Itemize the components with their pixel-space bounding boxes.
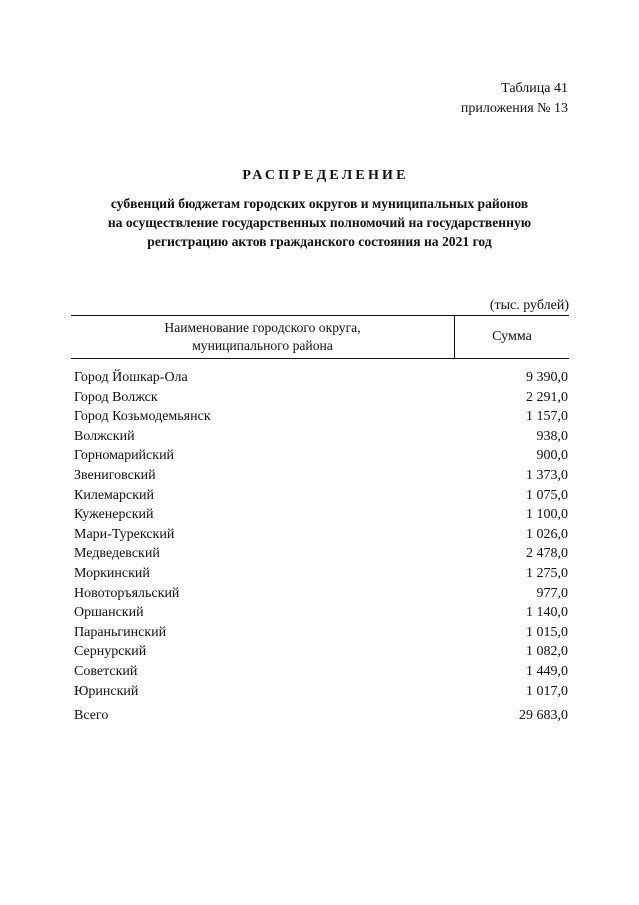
table-reference bbox=[461, 79, 568, 119]
row-value: 1 082,0 bbox=[526, 644, 568, 660]
total-row bbox=[71, 706, 569, 726]
row-value: 2 291,0 bbox=[526, 389, 568, 405]
distribution-table bbox=[71, 315, 569, 726]
table-row bbox=[71, 446, 569, 466]
column-header-sum: Сумма bbox=[492, 329, 532, 344]
table-row bbox=[71, 603, 569, 623]
row-value: 1 100,0 bbox=[526, 507, 568, 523]
row-value: 9 390,0 bbox=[526, 370, 568, 385]
table-row bbox=[71, 368, 569, 388]
row-name: Юринский bbox=[74, 683, 139, 699]
row-value: 1 449,0 bbox=[526, 663, 568, 679]
row-value: 938,0 bbox=[536, 428, 568, 444]
row-value: 2 478,0 bbox=[526, 546, 568, 562]
subtitle-line: субвенций бюджетам городских округов и муниципальных районов bbox=[110, 196, 529, 211]
table-row bbox=[71, 623, 569, 643]
row-name: Куженерский bbox=[74, 507, 154, 523]
row-value: 1 015,0 bbox=[526, 624, 568, 640]
table-row bbox=[71, 682, 569, 702]
appendix-reference: приложения № 13 bbox=[460, 101, 568, 116]
table-body bbox=[71, 368, 569, 701]
table-row bbox=[71, 642, 569, 662]
row-name: Оршанский bbox=[74, 605, 144, 621]
row-value: 1 017,0 bbox=[526, 683, 568, 699]
table-row bbox=[71, 388, 569, 408]
row-name: Параньгинский bbox=[74, 624, 167, 640]
document-heading bbox=[0, 166, 639, 251]
table-row bbox=[71, 662, 569, 682]
row-name: Мари-Турекский bbox=[74, 526, 175, 542]
subtitle-line: регистрацию актов гражданского состояния на 2021 год bbox=[147, 234, 492, 249]
table-row bbox=[71, 505, 569, 525]
table-row bbox=[71, 584, 569, 604]
subtitle-line: на осуществление государственных полномочий на государственную bbox=[107, 215, 532, 230]
table-row bbox=[71, 466, 569, 486]
row-value: 1 026,0 bbox=[526, 526, 568, 542]
row-name: Город Йошкар-Ола bbox=[74, 370, 188, 385]
row-name: Советский bbox=[74, 663, 138, 679]
unit-label: (тыс. рублей) bbox=[489, 298, 569, 313]
table-row bbox=[71, 427, 569, 447]
row-value: 900,0 bbox=[536, 448, 568, 464]
row-name: Город Волжск bbox=[74, 389, 158, 405]
row-value: 1 373,0 bbox=[526, 467, 568, 483]
row-value: 977,0 bbox=[536, 585, 568, 601]
row-value: 1 275,0 bbox=[526, 565, 568, 581]
row-name: Моркинский bbox=[74, 565, 150, 581]
column-header-name: Наименование городского округа, муниципального района bbox=[71, 316, 455, 358]
row-value: 1 157,0 bbox=[526, 409, 568, 425]
row-value: 1 140,0 bbox=[526, 605, 568, 621]
row-name: Новоторъяльский bbox=[74, 585, 180, 601]
row-name: Волжский bbox=[74, 428, 135, 444]
table-row bbox=[71, 486, 569, 506]
table-number: Таблица 41 bbox=[501, 81, 568, 96]
document-subtitle bbox=[0, 194, 639, 251]
table-row bbox=[71, 525, 569, 545]
row-name: Килемарский bbox=[74, 487, 155, 503]
table-row bbox=[71, 544, 569, 564]
document-title: РАСПРЕДЕЛЕНИЕ bbox=[242, 168, 409, 183]
row-name: Медведевский bbox=[74, 546, 160, 562]
table-row bbox=[71, 407, 569, 427]
row-name: Горномарийский bbox=[74, 448, 175, 464]
total-label: Всего bbox=[74, 708, 109, 724]
row-value: 1 075,0 bbox=[526, 487, 568, 503]
total-value: 29 683,0 bbox=[519, 708, 568, 724]
table-header bbox=[71, 315, 569, 359]
row-name: Сернурский bbox=[74, 644, 147, 660]
table-row bbox=[71, 564, 569, 584]
row-name: Звениговский bbox=[74, 467, 156, 483]
row-name: Город Козьмодемьянск bbox=[74, 409, 211, 425]
